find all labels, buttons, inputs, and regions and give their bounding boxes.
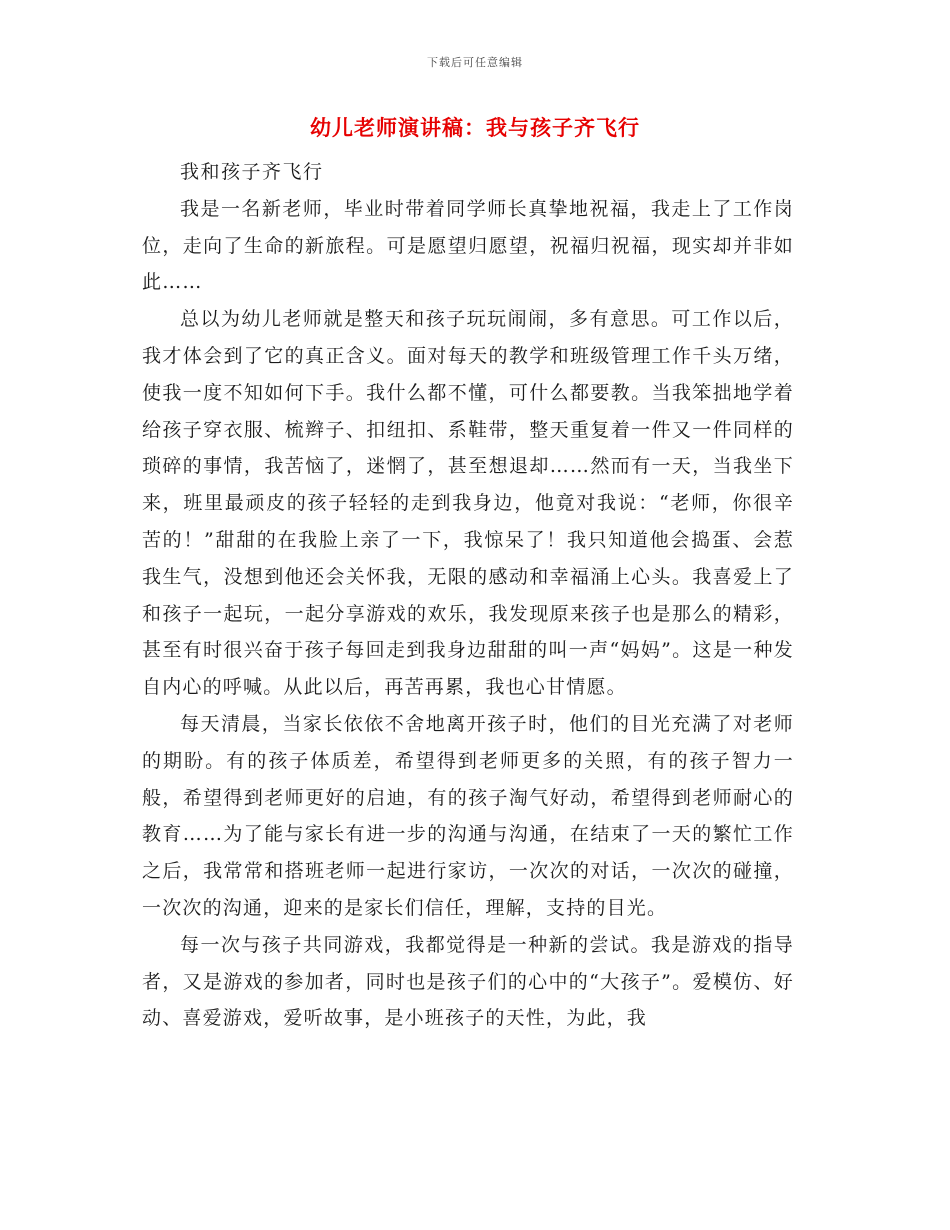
paragraph-3: 每天清晨，当家长依依不舍地离开孩子时，他们的目光充满了对老师的期盼。有的孩子体质差，希望得到老师更多的关照，有的孩子智力一般，希望得到老师更好的启迪，有的孩子淘气好动，希望得到老师耐心的教育……为了能与家长有进一步的沟通与沟通，在结束了一天的繁忙工作之后，我常常和搭班老师一起进行家访，一次次的对话，一次次的碰撞，一次次的沟通，迎来的是家长们信任，理解，支持的目光。 <box>142 712 794 919</box>
document-title: 幼儿老师演讲稿：我与孩子齐飞行 <box>310 115 640 140</box>
paragraph-4: 每一次与孩子共同游戏，我都觉得是一种新的尝试。我是游戏的指导者，又是游戏的参加者，同时也是孩子们的心中的“大孩子”。爱模仿、好动、喜爱游戏，爱听故事，是小班孩子的天性，为此，我 <box>142 933 794 1030</box>
paragraph-2: 总以为幼儿老师就是整天和孩子玩玩闹闹，多有意思。可工作以后，我才体会到了它的真正含义。面对每天的教学和班级管理工作千头万绪，使我一度不知如何下手。我什么都不懂，可什么都要教。当我笨拙地学着给孩子穿衣服、梳辫子、扣纽扣、系鞋带，整天重复着一件又一件同样的琐碎的事情，我苦恼了，迷惘了，甚至想退却……然而有一天，当我坐下来，班里最顽皮的孩子轻轻的走到我身边，他竟对我说：“老师，你很辛苦的！”甜甜的在我脸上亲了一下，我惊呆了！我只知道他会捣蛋、会惹我生气，没想到他还会关怀我，无限的感动和幸福涌上心头。我喜爱上了和孩子一起玩，一起分享游戏的欢乐，我发现原来孩子也是那么的精彩，甚至有时很兴奋于孩子每回走到我身边甜甜的叫一声“妈妈”。这是一种发自内心的呼喊。从此以后，再苦再累，我也心甘情愿。 <box>142 308 794 699</box>
paragraph-1: 我是一名新老师，毕业时带着同学师长真挚地祝福，我走上了工作岗位，走向了生命的新旅程。可是愿望归愿望，祝福归祝福，现实却并非如此…… <box>142 197 794 294</box>
document-body <box>142 154 794 1037</box>
document-subtitle: 我和孩子齐飞行 <box>180 161 324 183</box>
page-header: 下载后可任意编辑 <box>427 56 523 69</box>
